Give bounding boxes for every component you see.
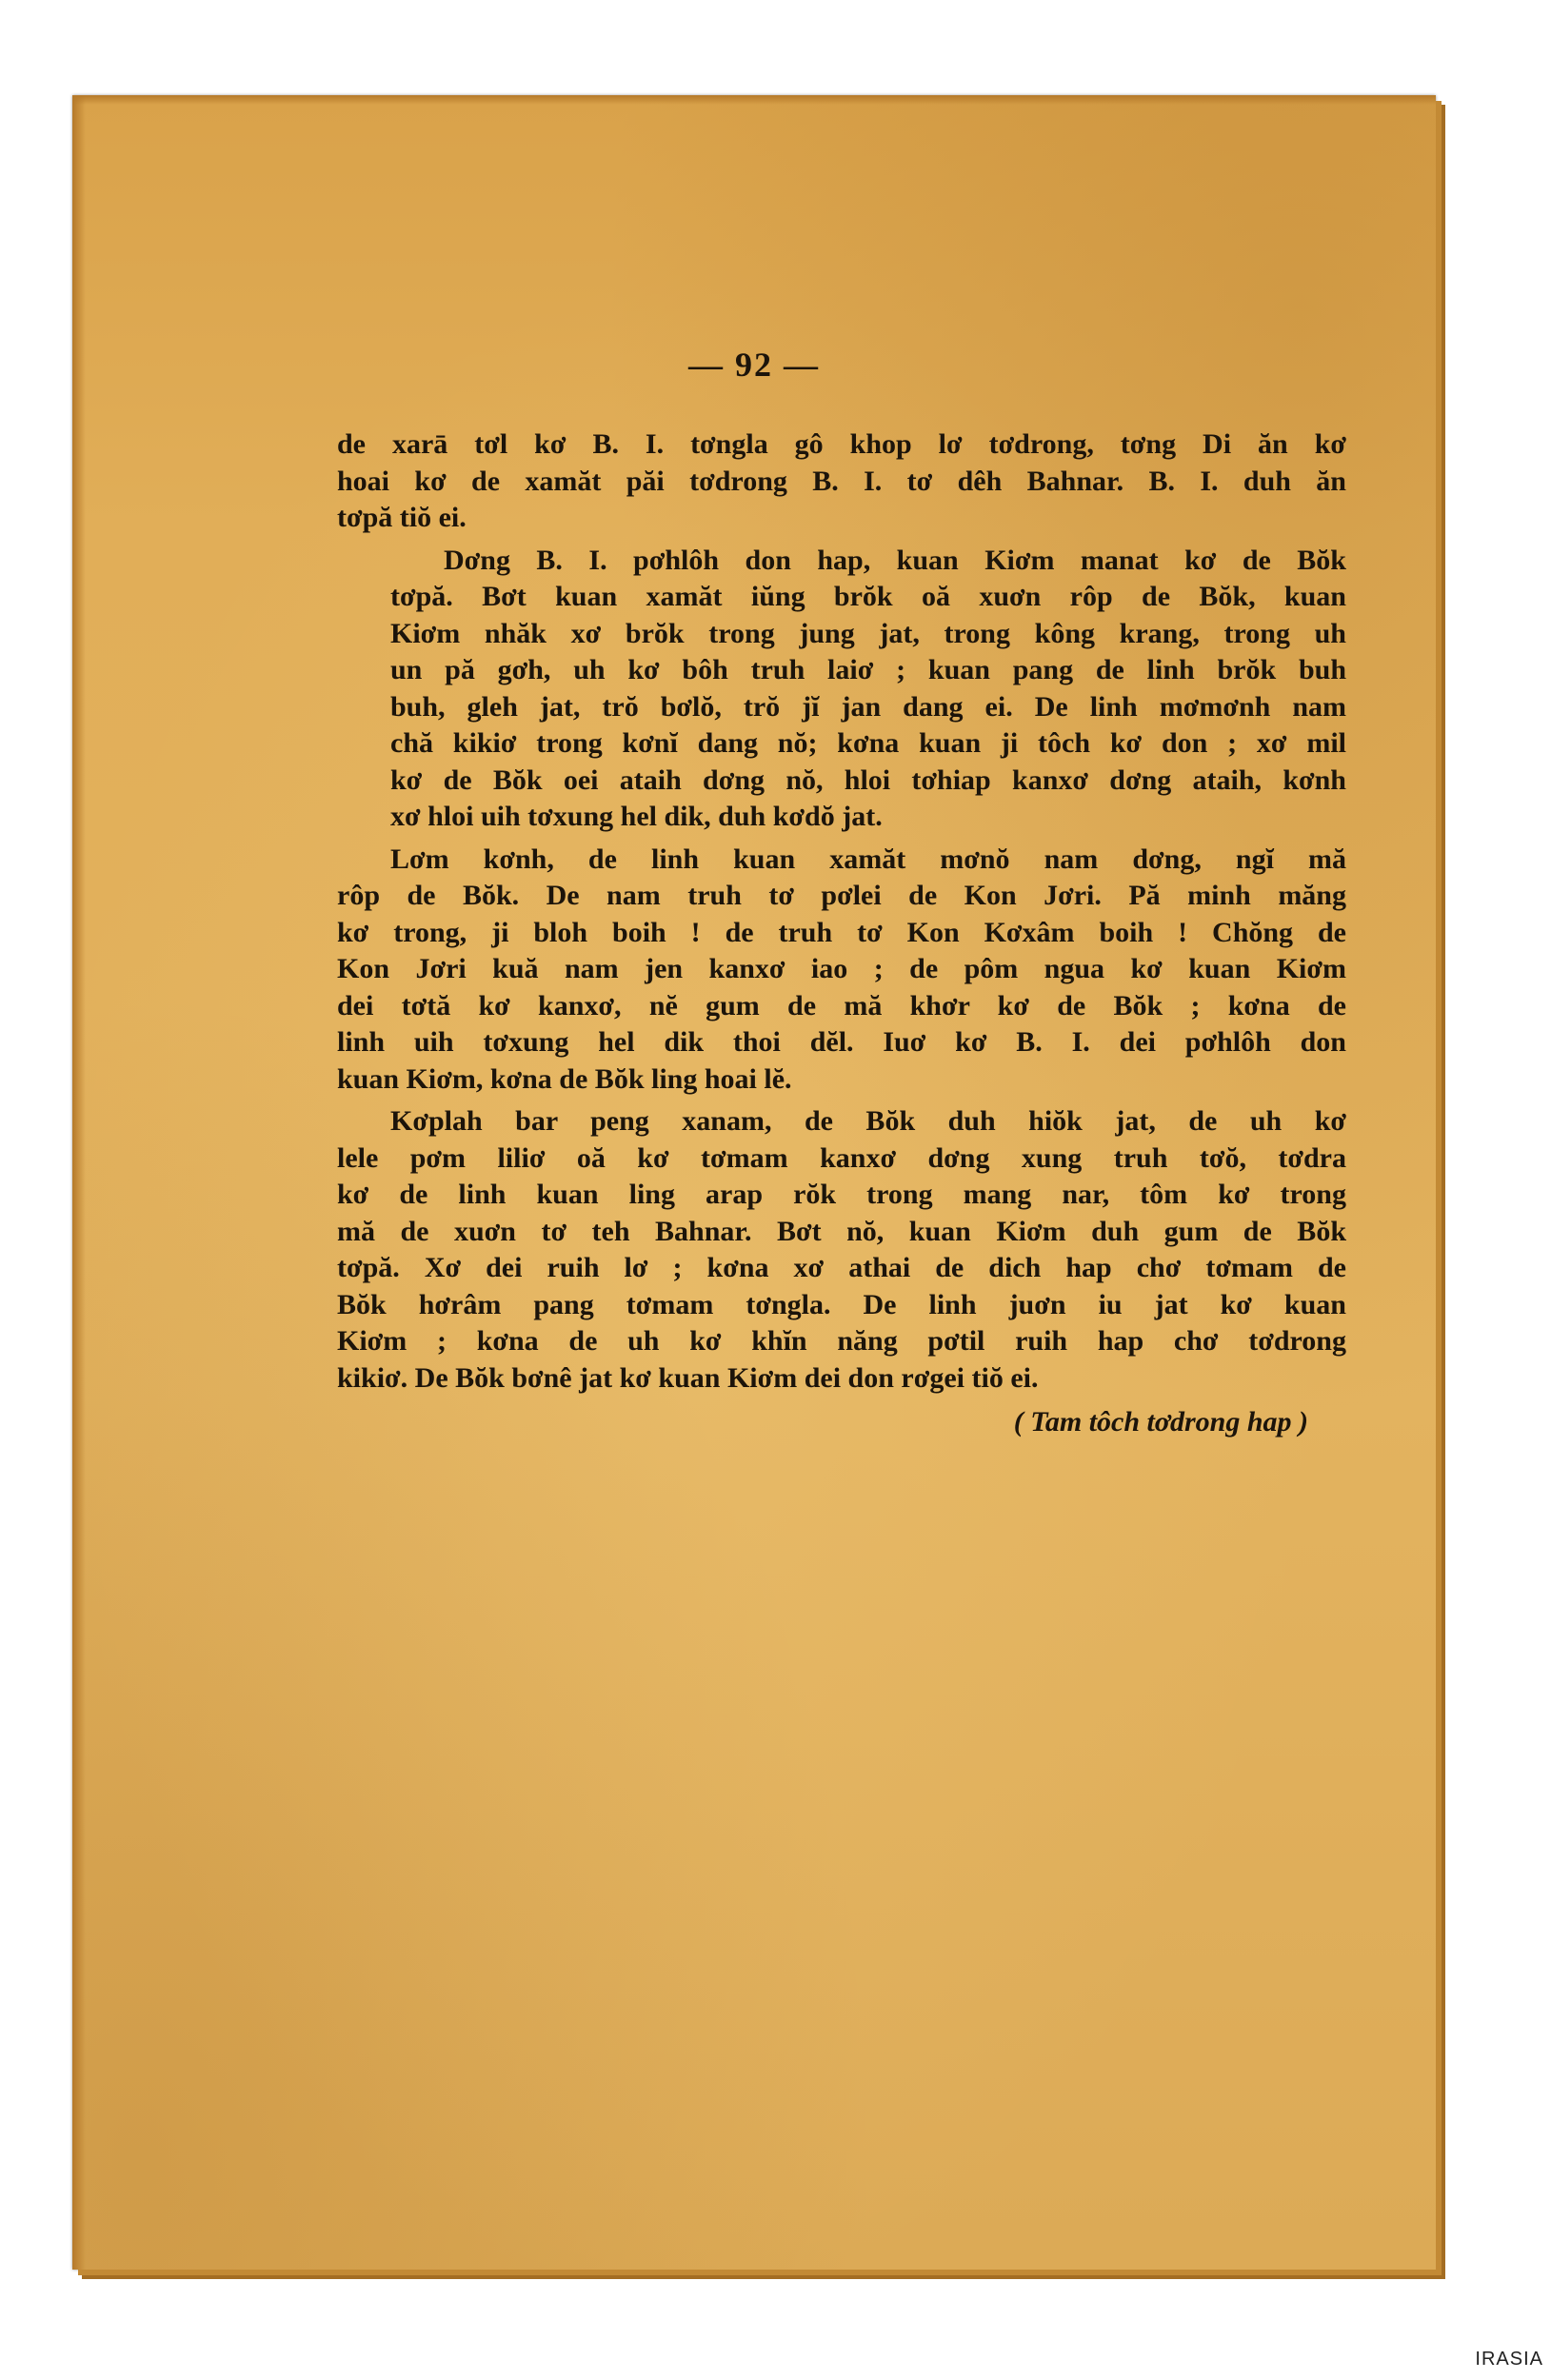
text-line: Bŏk hơrâm pang tơmam tơngla. De linh juơn iu jat kơ kuan (337, 1288, 1346, 1320)
text-line: mă de xuơn tơ teh Bahnar. Bơt nŏ, kuan Kiơm duh gum de Bŏk (337, 1215, 1346, 1247)
paragraph-1 (337, 426, 1346, 537)
text-line: tơpă tiŏ ei. (337, 502, 467, 533)
text-line: hoai kơ de xamăt păi tơdrong B. I. tơ dêh Bahnar. B. I. duh ăn (337, 465, 1346, 497)
text-line: un pă gơh, uh kơ bôh truh laiơ ; kuan pang de linh brŏk buh (390, 654, 1346, 685)
text-line: Lơm kơnh, de linh kuan xamăt mơnŏ nam dơng, ngĭ mă (390, 843, 1346, 875)
paragraph-2 (337, 543, 1346, 836)
text-line: Kiơm nhăk xơ brŏk trong jung jat, trong kông krang, trong uh (390, 617, 1346, 649)
text-line: chă kikiơ trong kơnĭ dang nŏ; kơna kuan ji tôch kơ don ; xơ mil (390, 727, 1346, 759)
watermark-label: IRASIA (1475, 2349, 1543, 2370)
page-edge-shading-top (72, 95, 1436, 105)
text-line: tơpă. Xơ dei ruih lơ ; kơna xơ athai de dich hap chơ tơmam de (337, 1252, 1346, 1283)
text-line: linh uih tơxung hel dik thoi dĕl. Iuơ kơ B. I. dei pơhlôh don (337, 1026, 1346, 1058)
text-line: Kon Jơri kuă nam jen kanxơ iao ; de pôm ngua kơ kuan Kiơm (337, 953, 1346, 984)
text-line: dei tơtă kơ kanxơ, nĕ gum de mă khơr kơ de Bŏk ; kơna de (337, 989, 1346, 1021)
text-line: de xarā tơl kơ B. I. tơngla gô khop lơ tơdrong, tơng Di ăn kơ (337, 428, 1346, 460)
paragraph-3 (337, 842, 1346, 1099)
text-line: buh, gleh jat, trŏ bơlŏ, trŏ jĭ jan dang ei. De linh mơmơnh nam (390, 690, 1346, 723)
text-line: Kơplah bar peng xanam, de Bŏk duh hiŏk jat, de uh kơ (390, 1105, 1346, 1137)
text-line: rôp de Bŏk. De nam truh tơ pơlei de Kon Jơri. Pă minh măng (337, 880, 1346, 911)
page-edge-shading (72, 95, 86, 2270)
body-text (337, 426, 1346, 1441)
text-line: Dơng B. I. pơhlôh don hap, kuan Kiơm manat kơ de Bŏk (444, 544, 1346, 576)
paragraph-4 (337, 1103, 1346, 1397)
text-line: kuan Kiơm, kơna de Bŏk ling hoai lĕ. (337, 1062, 792, 1095)
text-line: Kiơm ; kơna de uh kơ khĭn năng pơtil ruih hap chơ tơdrong (337, 1325, 1346, 1357)
document-page (72, 95, 1436, 2270)
text-line: kơ de Bŏk oei ataih dơng nŏ, hloi tơhiap kanxơ dơng ataih, kơnh (390, 764, 1346, 796)
page-number: — 92 — (688, 346, 820, 384)
text-line: xơ hloi uih tơxung hel dik, duh kơdŏ jat. (390, 801, 883, 832)
text-line: kơ trong, ji bloh boih ! de truh tơ Kon Kơxâm boih ! Chŏng de (337, 916, 1346, 948)
continuation-note: ( Tam tôch tơdrong hap ) (1013, 1406, 1308, 1438)
text-line: kơ de linh kuan ling arap rŏk trong mang nar, tôm kơ trong (337, 1179, 1346, 1210)
text-line: kikiơ. De Bŏk bơnê jat kơ kuan Kiơm dei don rơgei tiŏ ei. (337, 1361, 1039, 1394)
text-line: lele pơm liliơ oă kơ tơmam kanxơ dơng xung truh tơŏ, tơdra (337, 1141, 1346, 1174)
text-line: tơpă. Bơt kuan xamăt iŭng brŏk oă xuơn rôp de Bŏk, kuan (390, 581, 1346, 612)
